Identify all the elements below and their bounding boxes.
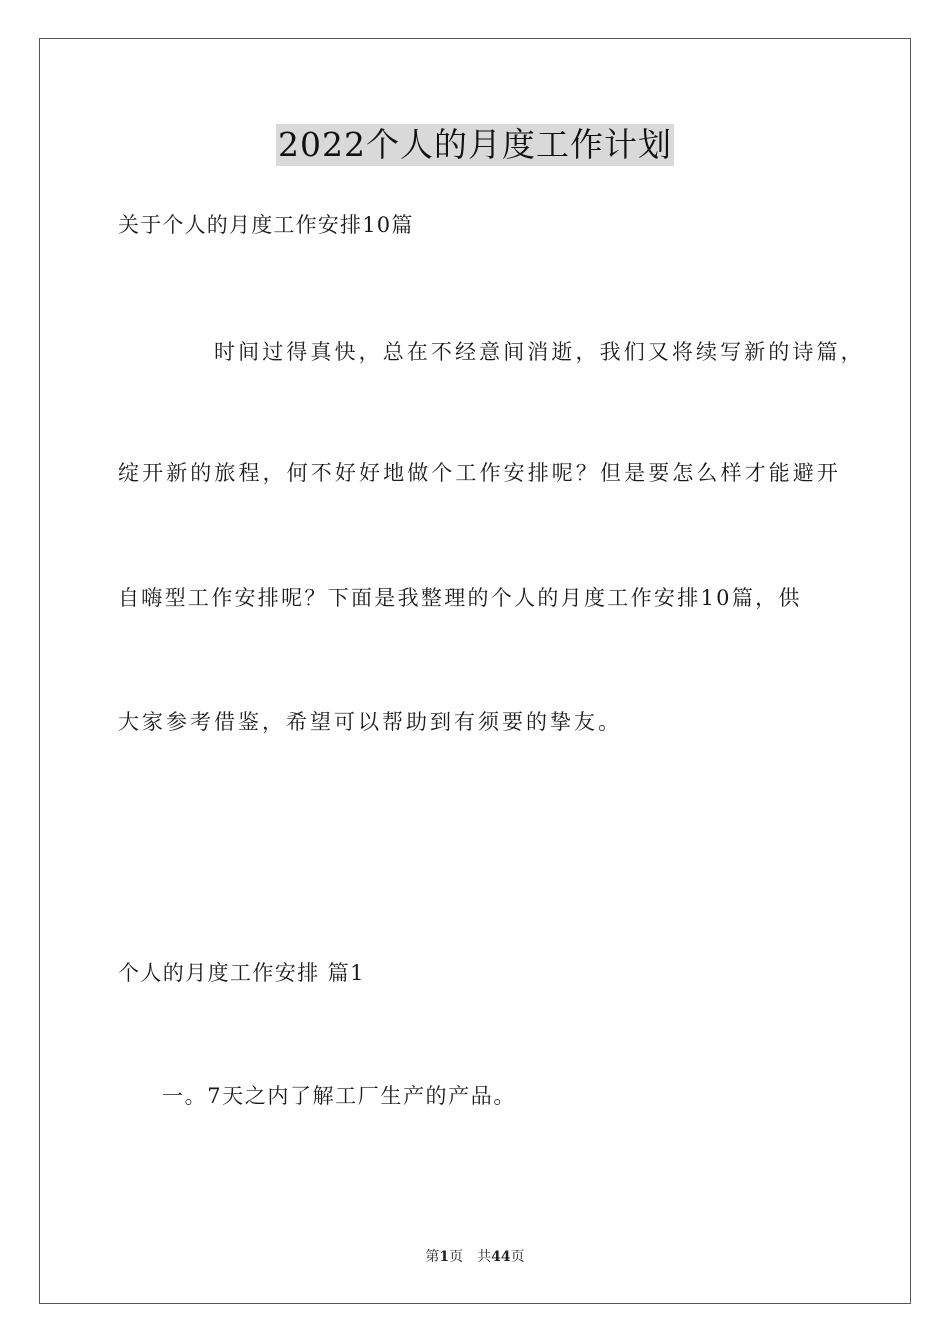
page-current: 1 <box>439 1249 450 1265</box>
list-item: 一。7天之内了解工厂生产的产品。 <box>162 1084 516 1108</box>
title-block <box>0 124 950 166</box>
paragraph-line-1: 时间过得真快，总在不经意间消逝，我们又将续写新的诗篇， <box>214 340 865 364</box>
paragraph-line-3: 自嗨型工作安排呢？下面是我整理的个人的月度工作安排10篇，供 <box>118 586 802 610</box>
total-suffix: 页 <box>510 1249 525 1265</box>
section-heading: 个人的月度工作安排 篇1 <box>118 961 365 985</box>
page-prefix: 第 <box>425 1249 440 1265</box>
paragraph-line-2: 绽开新的旅程，何不好好地做个工作安排呢？但是要怎么样才能避开 <box>118 461 841 485</box>
total-prefix: 共 <box>477 1249 492 1265</box>
document-title: 2022个人的月度工作计划 <box>278 125 672 164</box>
document-subtitle: 关于个人的月度工作安排10篇 <box>118 213 414 237</box>
page-footer <box>0 1247 950 1267</box>
page-suffix: 页 <box>449 1249 464 1265</box>
page-total: 44 <box>491 1249 511 1265</box>
paragraph-line-4: 大家参考借鉴，希望可以帮助到有须要的挚友。 <box>118 710 622 734</box>
